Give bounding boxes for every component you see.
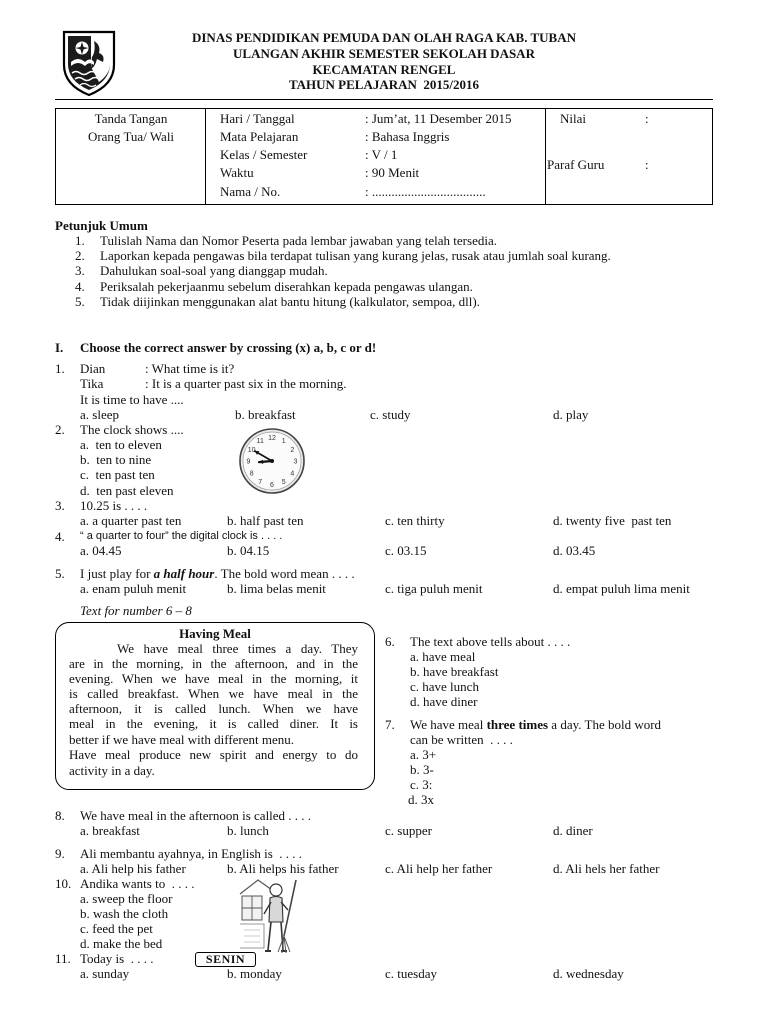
option-a: a. sleep xyxy=(80,407,119,422)
dialogue-line: : It is a quarter past six in the morning. xyxy=(145,376,347,391)
option-b: b. monday xyxy=(227,966,282,981)
reading-caption: Text for number 6 – 8 xyxy=(80,603,192,618)
prompt-emphasis: a half hour xyxy=(153,566,215,581)
option-b: b. lunch xyxy=(227,823,269,838)
instruction-number: 1. xyxy=(75,233,85,248)
parent-signature-label: Tanda Tangan xyxy=(94,111,168,126)
instruction-text: Laporkan kepada pengawas bila terdapat tulisan yang kurang jelas, rusak atau jumlah soal kurang. xyxy=(100,248,611,263)
option-a: a. 3+ xyxy=(410,747,437,762)
info-box-divider xyxy=(545,109,546,204)
field-value-time: : 90 Menit xyxy=(365,165,420,180)
answer-options xyxy=(0,407,768,422)
instruction-text: Periksalah pekerjaanmu sebelum diserahkan kepada pengawas ulangan. xyxy=(100,279,473,294)
field-value-name: : ................................... xyxy=(365,184,486,199)
option-b: b. 04.15 xyxy=(227,543,270,558)
field-label-subject: Mata Pelajaran xyxy=(220,129,299,144)
option-a: a. sweep the floor xyxy=(80,891,173,906)
answer-options xyxy=(0,966,768,981)
option-a: a. a quarter past ten xyxy=(80,513,182,528)
header-divider xyxy=(55,99,713,100)
option-d: d. have diner xyxy=(410,694,478,709)
clock-numeral: 6 xyxy=(270,482,274,489)
reading-line: is called breakfast. When we have meal in the xyxy=(69,686,358,701)
option-b: b. lima belas menit xyxy=(227,581,326,596)
option-d: d. Ali hels her father xyxy=(553,861,660,876)
reading-line: are in the morning, in the afternoon, and in the xyxy=(69,656,358,671)
prompt-text: I just play for xyxy=(80,566,154,581)
option-c: c. 3: xyxy=(410,777,433,792)
question-prompt: The text above tells about . . . . xyxy=(410,634,571,649)
teacher-initial-colon: : xyxy=(645,157,649,172)
option-d: d. play xyxy=(553,407,589,422)
option-c: c. tiga puluh menit xyxy=(385,581,483,596)
option-b: b. wash the cloth xyxy=(80,906,169,921)
option-a: a. ten to eleven xyxy=(80,437,162,452)
reading-line: meal in the evening, it is called diner. It is xyxy=(69,716,358,731)
field-value-subject: : Bahasa Inggris xyxy=(365,129,450,144)
instruction-number: 2. xyxy=(75,248,85,263)
prompt-text: a day. The bold word xyxy=(548,717,662,732)
score-colon: : xyxy=(645,111,649,126)
clock-numeral: 3 xyxy=(293,458,298,466)
reading-line: Have meal produce new spirit and energy to do xyxy=(69,747,358,762)
option-b: b. ten to nine xyxy=(80,452,152,467)
clock-numeral: 1 xyxy=(281,438,286,446)
prompt-text: . The bold word mean . . . . xyxy=(214,566,355,581)
option-d: d. 03.45 xyxy=(553,543,596,558)
option-c: c. study xyxy=(370,407,411,422)
clock-numeral: 11 xyxy=(256,438,264,446)
score-label: Nilai xyxy=(560,111,586,126)
section-title: Choose the correct answer by crossing (x) a, b, c or d! xyxy=(80,340,377,355)
option-b: b. Ali helps his father xyxy=(227,861,339,876)
option-c: c. feed the pet xyxy=(80,921,153,936)
option-c: c. Ali help her father xyxy=(385,861,493,876)
option-d: d. 3x xyxy=(408,792,434,807)
option-a: a. sunday xyxy=(80,966,130,981)
question-number: 1. xyxy=(55,361,65,376)
dialogue-line: : What time is it? xyxy=(145,361,235,376)
question-number: 8. xyxy=(55,808,65,823)
option-d: d. empat puluh lima menit xyxy=(553,581,690,596)
reading-line: activity in a day. xyxy=(69,763,155,778)
reading-line: We have meal three times a day. They xyxy=(117,641,358,656)
prompt-text: We have meal xyxy=(410,717,487,732)
answer-options xyxy=(0,513,768,528)
option-a: a. breakfast xyxy=(80,823,140,838)
question-prompt: Today is . . . . xyxy=(80,951,154,966)
option-a: a. have meal xyxy=(410,649,476,664)
clock-numeral: 5 xyxy=(281,478,286,486)
instruction-number: 3. xyxy=(75,263,85,278)
field-label-date: Hari / Tanggal xyxy=(220,111,295,126)
question-prompt: Andika wants to . . . . xyxy=(80,876,195,891)
clock-numeral: 8 xyxy=(249,470,254,478)
option-c: c. ten thirty xyxy=(385,513,445,528)
reading-text-box xyxy=(55,622,375,790)
option-a: a. enam puluh menit xyxy=(80,581,187,596)
field-label-class: Kelas / Semester xyxy=(220,147,308,162)
day-name-card: SENIN xyxy=(195,952,256,967)
instruction-text: Tidak diijinkan menggunakan alat bantu hitung (kalkulator, sempoa, dll). xyxy=(100,294,480,309)
option-b: b. 3- xyxy=(410,762,434,777)
option-c: c. have lunch xyxy=(410,679,479,694)
field-label-time: Waktu xyxy=(220,165,254,180)
header-school-year: TAHUN PELAJARAN 2015/2016 xyxy=(288,77,480,92)
answer-options xyxy=(0,823,768,838)
option-a: a. Ali help his father xyxy=(80,861,186,876)
dialogue-speaker: Tika xyxy=(80,376,104,391)
question-number: 2. xyxy=(55,422,65,437)
instruction-number: 5. xyxy=(75,294,85,309)
clock-numeral: 7 xyxy=(258,478,263,486)
header-exam-title: ULANGAN AKHIR SEMESTER SEKOLAH DASAR xyxy=(233,46,535,61)
clock-face-icon xyxy=(234,427,310,495)
clock-numeral: 4 xyxy=(290,470,295,478)
question-prompt: “ a quarter to four” the digital clock is . . . . xyxy=(80,530,283,542)
instruction-text: Dahulukan soal-soal yang dianggap mudah. xyxy=(100,263,328,278)
option-d: d. diner xyxy=(553,823,593,838)
question-number: 5. xyxy=(55,566,65,581)
answer-options xyxy=(0,581,768,596)
option-d: d. make the bed xyxy=(80,936,163,951)
header-agency: DINAS PENDIDIKAN PEMUDA DAN OLAH RAGA KAB. TUBAN xyxy=(191,30,576,45)
exam-info-box xyxy=(55,108,713,205)
option-d: d. twenty five past ten xyxy=(553,513,672,528)
question-number: 9. xyxy=(55,846,65,861)
option-c: c. ten past ten xyxy=(80,467,155,482)
prompt-emphasis: three times xyxy=(486,717,549,732)
question-prompt xyxy=(80,566,355,581)
boy-sweeping-illustration-icon xyxy=(238,876,304,956)
reading-line: better if we have meal with different menu. xyxy=(69,732,295,747)
question-number: 7. xyxy=(385,717,395,732)
clock-numeral: 9 xyxy=(246,458,251,466)
option-c: c. tuesday xyxy=(385,966,437,981)
reading-line: evening. When we have meal in the morning, it xyxy=(69,671,358,686)
parent-signature-label: Orang Tua/ Wali xyxy=(87,129,175,144)
question-number: 4. xyxy=(55,529,65,544)
reading-title: Having Meal xyxy=(179,626,251,641)
clock-numeral: 10 xyxy=(247,446,256,454)
reading-line: afternoon, it is called lunch. When we have xyxy=(69,701,358,716)
instruction-text: Tulislah Nama dan Nomor Peserta pada lembar jawaban yang telah tersedia. xyxy=(100,233,497,248)
field-value-class: : V / 1 xyxy=(365,147,398,162)
question-number: 3. xyxy=(55,498,65,513)
option-b: b. half past ten xyxy=(227,513,304,528)
header-district: KECAMATAN RENGEL xyxy=(312,62,456,77)
question-prompt xyxy=(410,717,661,732)
question-prompt: Ali membantu ayahnya, in English is . . . . xyxy=(80,846,303,861)
option-d: d. ten past eleven xyxy=(80,483,174,498)
question-prompt: 10.25 is . . . . xyxy=(80,498,148,513)
answer-options xyxy=(0,543,768,558)
question-number: 10. xyxy=(55,876,72,891)
option-b: b. have breakfast xyxy=(410,664,499,679)
option-c: c. supper xyxy=(385,823,432,838)
clock-center-pin xyxy=(270,459,274,463)
option-c: c. 03.15 xyxy=(385,543,427,558)
option-d: d. wednesday xyxy=(553,966,624,981)
dialogue-speaker: Dian xyxy=(80,361,106,376)
option-a: a. 04.45 xyxy=(80,543,122,558)
field-label-name: Nama / No. xyxy=(220,184,281,199)
question-prompt: The clock shows .... xyxy=(80,422,184,437)
question-number: 11. xyxy=(55,951,71,966)
clock-numeral: 12 xyxy=(268,435,276,442)
question-number: 6. xyxy=(385,634,395,649)
field-value-date: : Jum’at, 11 Desember 2015 xyxy=(365,111,512,126)
question-prompt-continued: can be written . . . . xyxy=(410,732,513,747)
question-prompt: We have meal in the afternoon is called . . . . xyxy=(80,808,312,823)
clock-numeral: 2 xyxy=(290,446,295,454)
teacher-initial-label: Paraf Guru xyxy=(547,157,605,172)
instruction-number: 4. xyxy=(75,279,85,294)
answer-options xyxy=(0,861,768,876)
section-number: I. xyxy=(55,340,64,355)
question-prompt: It is time to have .... xyxy=(80,392,184,407)
option-b: b. breakfast xyxy=(235,407,296,422)
instructions-title: Petunjuk Umum xyxy=(55,218,148,233)
